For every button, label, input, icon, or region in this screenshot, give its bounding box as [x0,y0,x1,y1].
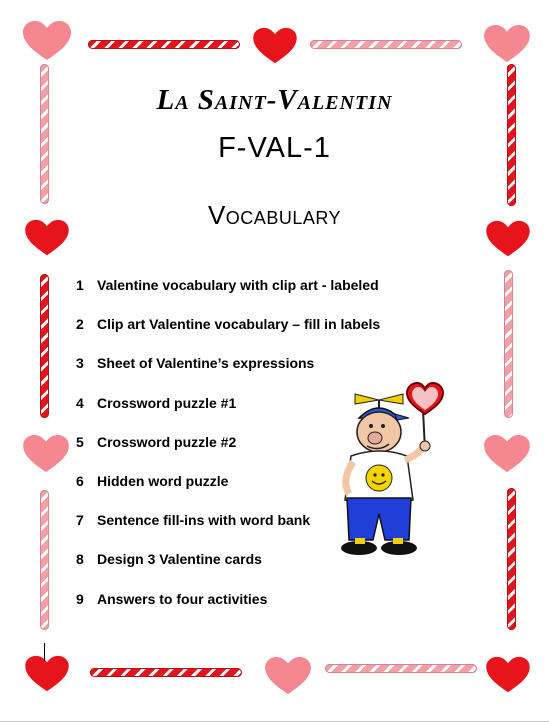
candy-cane-border [310,40,462,49]
heart-icon [485,656,531,694]
heart-icon [252,27,298,65]
candy-cane-border [40,490,49,630]
heart-icon [264,656,312,696]
item-text: Answers to four activities [97,590,268,607]
list-item [76,591,380,630]
item-text: Valentine vocabulary with clip art - labeled [97,277,379,293]
item-number: 9 [76,590,84,607]
item-number: 2 [76,316,84,333]
item-text: Hidden word puzzle [97,472,229,489]
text-cursor [44,643,45,661]
candy-cane-border [40,274,49,418]
page-title: La Saint-Valentin [156,84,393,116]
item-text: Crossword puzzle #2 [97,433,237,450]
item-text: Design 3 Valentine cards [97,551,262,568]
list-item [76,277,380,316]
candy-cane-border [507,488,516,630]
item-number: 6 [76,472,84,489]
item-number: 1 [76,277,84,293]
heart-icon [22,20,72,62]
item-number: 4 [76,394,84,411]
cartoon-man-with-heart-lollipop-icon [335,380,447,562]
page-bottom-edge [0,721,549,722]
heart-icon [24,655,70,693]
candy-cane-border [504,270,513,418]
heart-icon [483,434,531,474]
heart-icon [483,24,531,64]
item-text: Clip art Valentine vocabulary – fill in labels [97,316,381,333]
item-text: Sheet of Valentine’s expressions [97,355,315,372]
section-heading: Vocabulary [207,200,342,230]
item-number: 3 [76,355,84,372]
list-item [76,316,380,355]
item-number: 8 [76,551,84,568]
candy-cane-border [88,40,240,49]
document-code: F-VAL-1 [218,132,331,164]
item-number: 5 [76,433,84,450]
candy-cane-border [325,664,477,673]
item-text: Sentence fill-ins with word bank [97,512,311,529]
item-text: Crossword puzzle #1 [97,394,237,411]
item-number: 7 [76,512,84,529]
heart-icon [22,434,70,474]
candy-cane-border [90,668,242,677]
